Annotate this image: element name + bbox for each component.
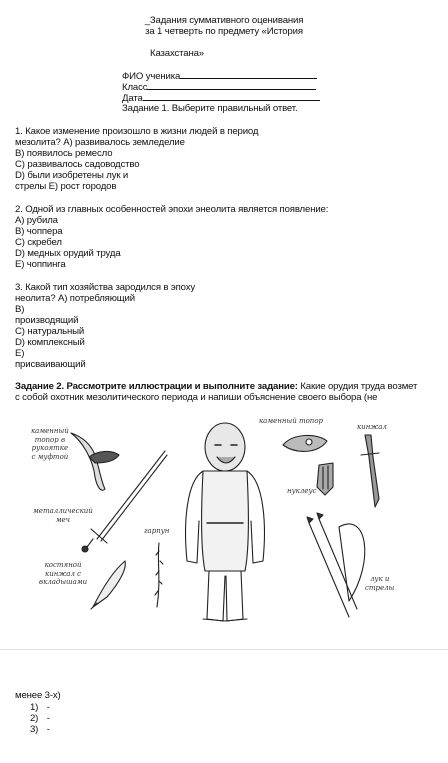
stone-axe-icon — [283, 435, 327, 451]
answer-line-3 — [30, 724, 50, 735]
q3-line-3: В) — [15, 304, 25, 315]
q3-line-2: неолита? А) потребляющий — [15, 293, 135, 304]
page-divider — [0, 649, 448, 650]
name-label: ФИО ученика — [122, 71, 181, 82]
date-label: Дата — [122, 93, 143, 104]
q1-line-4: С) развивалось садоводство — [15, 159, 140, 170]
label-stone-axe-handle: каменный топор в рукоятке с муфтой — [31, 427, 69, 461]
answer-number-2: 2) — [30, 713, 39, 724]
task2-line-2: с собой охотник мезолитического периода и напиши объяснение своего выбора (не — [15, 392, 378, 403]
q1-line-5: D) были изобретены лук и — [15, 170, 129, 181]
q2-line-5: D) медных орудий труда — [15, 248, 121, 259]
q1-line-2: мезолита? А) развивалось земледелие — [15, 137, 185, 148]
label-bone-dagger: костяной кинжал с вкладышами — [39, 561, 88, 586]
label-metal-sword: металлический меч — [33, 507, 93, 524]
stone-axe-handle-icon — [71, 433, 119, 490]
name-line — [180, 70, 317, 79]
q2-line-4: С) скребел — [15, 237, 62, 248]
class-line — [147, 81, 316, 90]
q2-line-3: В) чоппера — [15, 226, 63, 237]
label-stone-axe: каменный топор — [259, 417, 324, 425]
answer-number-3: 3) — [30, 724, 39, 735]
answer-number-1: 1) — [30, 702, 39, 713]
q3-line-6: D) комплексный — [15, 337, 85, 348]
class-label: Класс — [122, 82, 148, 93]
q3-line-4: производящий — [15, 315, 79, 326]
answer-dash-2: - — [46, 713, 50, 724]
q2-line-6: Е) чоппинга — [15, 259, 66, 270]
task2-title-rest: Какие орудия труда возмет — [297, 381, 418, 392]
q2-line-1: 2. Одной из главных особенностей эпохи энеолита является появление: — [15, 204, 329, 215]
label-nucleus: нуклеус — [287, 487, 317, 495]
q1-line-1: 1. Какое изменение произошло в жизни людей в период — [15, 126, 259, 137]
label-bow-arrows: лук и стрелы — [365, 575, 395, 592]
nucleus-icon — [317, 463, 333, 495]
label-dagger: кинжал — [357, 423, 387, 431]
header-line-1: _Задания суммативного оценивания — [144, 15, 304, 26]
harpoon-icon — [155, 543, 163, 607]
header-line-2: за 1 четверть по предмету «История — [145, 26, 303, 37]
q3-line-8: присваивающий — [15, 359, 86, 370]
date-line — [143, 92, 320, 101]
q2-line-2: А) рубила — [15, 215, 58, 226]
answer-line-1 — [30, 702, 50, 713]
hunter-figure-icon — [186, 423, 265, 621]
q1-line-6: стрелы Е) рост городов — [15, 181, 117, 192]
task2-title-bold: Задание 2. Рассмотрите иллюстрации и выполните задание: — [15, 381, 298, 392]
task2-continuation: менее 3-х) — [15, 690, 61, 701]
answer-dash-3: - — [46, 724, 50, 735]
q3-line-1: 3. Какой тип хозяйства зародился в эпоху — [15, 282, 196, 293]
label-harpoon: гарпун — [144, 527, 170, 535]
answer-line-2 — [30, 713, 50, 724]
q3-line-7: Е) — [15, 348, 25, 359]
bone-dagger-icon — [91, 561, 125, 609]
task2-title — [15, 381, 417, 392]
tools-illustration — [27, 411, 419, 629]
q1-line-3: В) появилось ремесло — [15, 148, 113, 159]
header-line-3: Казахстана» — [150, 48, 204, 59]
bow-and-arrows-icon — [307, 513, 365, 617]
task1-title: Задание 1. Выберите правильный ответ. — [122, 103, 298, 114]
dagger-icon — [361, 435, 379, 507]
answer-dash-1: - — [46, 702, 50, 713]
q3-line-5: С) натуральный — [15, 326, 85, 337]
